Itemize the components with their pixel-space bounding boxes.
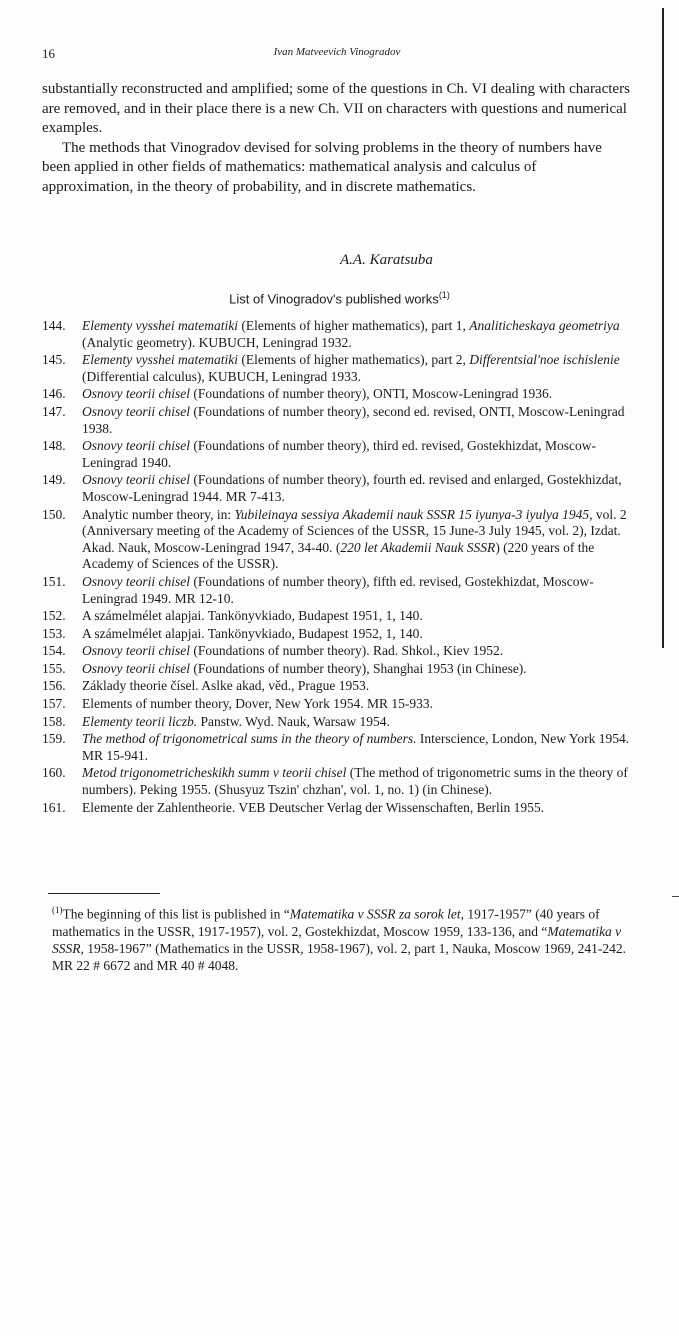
entry-text: ) (220 years of the Academy of Sciences of the USSR).	[82, 539, 595, 572]
entry-text: (Analytic geometry). KUBUCH, Leningrad 1932.	[82, 334, 352, 350]
entry-number: 146.	[42, 386, 66, 402]
entry-text: (Foundations of number theory), Shanghai 1953 (in Chinese).	[189, 660, 527, 676]
entry-text: (Foundations of number theory), fifth ed. revised, Gostekhizdat, Moscow-Leningrad 1949. MR 12-10.	[82, 573, 594, 606]
bibliography-list	[42, 318, 642, 817]
margin-mark	[672, 896, 679, 897]
entry-text: (Foundations of number theory), second ed. revised, ONTI, Moscow-Leningrad 1938.	[82, 403, 625, 436]
running-head: Ivan Matveevich Vinogradov	[273, 46, 401, 58]
entry-number: 158.	[42, 713, 66, 729]
italic-title: Osnovy teorii chisel	[82, 472, 190, 488]
bibliography-entry	[42, 643, 642, 660]
bibliography-entry	[42, 696, 642, 713]
entry-text: Elemente der Zahlentheorie. VEB Deutscher Verlag der Wissenschaften, Berlin 1955.	[82, 799, 545, 815]
italic-title: Osnovy teorii chisel	[82, 438, 190, 454]
entry-number: 154.	[42, 643, 66, 659]
entry-text: Panstw. Wyd. Nauk, Warsaw 1954.	[197, 713, 390, 729]
entry-text: (Foundations of number theory), ONTI, Moscow-Leningrad 1936.	[189, 386, 553, 402]
entry-number: 153.	[42, 625, 66, 641]
entry-text: (Elements of higher mathematics), part 1,	[237, 318, 470, 333]
bibliography-entry	[42, 507, 642, 573]
bibliography-entry	[42, 386, 642, 403]
italic-title: Metod trigonometricheskikh summ v teorii chisel	[82, 765, 347, 781]
italic-title: Matematika v SSSR,	[52, 923, 622, 956]
list-title-text: List of Vinogradov's published works	[229, 291, 439, 307]
footnote-marker: (1)	[52, 905, 63, 915]
entry-text: Elements of number theory, Dover, New York 1954. MR 15-933.	[82, 696, 434, 712]
entry-number: 149.	[42, 472, 66, 488]
entry-text: 1958-1967” (Mathematics in the USSR, 1958-1967), vol. 2, part 1, Nauka, Moscow 1969, 241-242. MR 22 # 6672 and MR 40 # 4048.	[52, 940, 627, 973]
entry-text: (Differential calculus), KUBUCH, Leningrad 1933.	[82, 368, 362, 384]
page-header	[42, 46, 632, 64]
entry-text: (Foundations of number theory), third ed. revised, Gostekhizdat, Moscow-Leningrad 1940.	[82, 438, 597, 470]
bibliography-entry	[42, 765, 642, 798]
italic-title: Elementy teorii liczb.	[82, 713, 198, 729]
entry-text: (Elements of higher mathematics), part 2,	[237, 352, 470, 368]
page-edge-line	[662, 8, 664, 648]
list-title	[0, 290, 679, 306]
entry-number: 156.	[42, 678, 66, 694]
italic-title: Osnovy teorii chisel	[82, 386, 190, 402]
footnote	[52, 902, 644, 974]
paragraph-methods: The methods that Vinogradov devised for solving problems in the theory of numbers have been applied in other fields of mathematics: mathematical analysis and calculus of approximation, in the theory of probability, and in discrete mathematics.	[42, 139, 602, 195]
bibliography-entry	[42, 472, 642, 505]
entry-number: 150.	[42, 506, 66, 522]
bibliography-entry	[42, 626, 642, 643]
footnote-text	[52, 907, 626, 973]
entry-number: 151.	[42, 573, 66, 589]
entry-text: The beginning of this list is published in “	[62, 906, 290, 922]
entry-text: (The method of trigonometric sums in the theory of numbers). Peking 1955. (Shusyuz Tszin' chzhan', vol. 1, no. 1) (in Chinese).	[82, 765, 628, 798]
entry-text: A számelmélet alapjai. Tankönyvkiado, Budapest 1952, 1, 140.	[82, 625, 423, 641]
entry-text: Základy theorie čísel. Aslke akad, věd., Prague 1953.	[82, 678, 370, 694]
entry-number: 148.	[42, 438, 66, 454]
entry-text: Analytic number theory, in:	[82, 506, 235, 522]
bibliography-entry	[42, 352, 642, 385]
entry-number: 160.	[42, 765, 66, 781]
entry-number: 155.	[42, 660, 66, 676]
italic-title: 220 let Akademii Nauk SSSR	[340, 539, 496, 555]
italic-title: Osnovy teorii chisel	[82, 403, 190, 419]
entry-number: 157.	[42, 696, 66, 712]
italic-title: Osnovy teorii chisel	[82, 573, 190, 589]
bibliography-entry	[42, 438, 642, 471]
footnote-rule	[48, 893, 160, 894]
bibliography-entry	[42, 678, 642, 695]
paragraph-continued: substantially reconstructed and amplified; some of the questions in Ch. VI dealing with characters are removed, and in their place there is a new Ch. VII on characters with questions and numerical examples.	[42, 81, 630, 136]
bibliography-entry	[42, 714, 642, 731]
page-number: 16	[42, 46, 55, 61]
italic-title: Matematika v SSSR za sorok let,	[289, 906, 464, 922]
italic-title: Differentsial'noe ischislenie	[469, 352, 620, 368]
bibliography-entry	[42, 661, 642, 678]
entry-text: (Foundations of number theory), fourth ed. revised and enlarged, Gostekhizdat, Moscow-Leningrad 1944. MR 7-413.	[82, 472, 622, 504]
italic-title: Osnovy teorii chisel	[82, 643, 190, 659]
entry-number: 145.	[42, 352, 66, 368]
entry-number: 161.	[42, 799, 66, 815]
bibliography-entry	[42, 574, 642, 607]
italic-title: Elementy vysshei matematiki	[82, 318, 238, 333]
footnote-ref: (1)	[438, 290, 450, 300]
entry-number: 144.	[42, 318, 66, 333]
italic-title: Yubileinaya sessiya Akademii nauk SSSR 15 iyunya-3 iyulya 1945,	[234, 506, 593, 522]
entry-number: 147.	[42, 403, 66, 419]
prose-section	[42, 80, 630, 197]
author-signature: A.A. Karatsuba	[340, 252, 433, 268]
italic-title: Elementy vysshei matematiki	[82, 352, 238, 368]
italic-title: Osnovy teorii chisel	[82, 660, 190, 676]
entry-text: Interscience, London, New York 1954. MR 15-941.	[82, 731, 630, 763]
entry-text: (Foundations of number theory). Rad. Shkol., Kiev 1952.	[189, 643, 504, 659]
bibliography-entry	[42, 731, 642, 764]
bibliography-entry	[42, 608, 642, 625]
bibliography-entry	[42, 800, 642, 817]
italic-title: The method of trigonometrical sums in the theory of numbers.	[82, 731, 417, 747]
bibliography-entry	[42, 404, 642, 437]
italic-title: Analiticheskaya geometriya	[469, 318, 620, 333]
entry-text: 1917-1957” (40 years of mathematics in the USSR, 1917-1957), vol. 2, Gostekhizdat, Moscow 1959, 133-136, and “	[52, 906, 600, 939]
entry-text: vol. 2 (Anniversary meeting of the Academy of Sciences of the USSR, 15 June-3 July 1945, vol. 2), Izdat. Akad. Nauk, Moscow-Leningrad 1947, 34-40. (	[82, 506, 627, 555]
entry-number: 159.	[42, 731, 66, 747]
entry-text: A számelmélet alapjai. Tankönyvkiado, Budapest 1951, 1, 140.	[82, 608, 423, 624]
bibliography-entry	[42, 318, 642, 351]
entry-number: 152.	[42, 608, 66, 624]
